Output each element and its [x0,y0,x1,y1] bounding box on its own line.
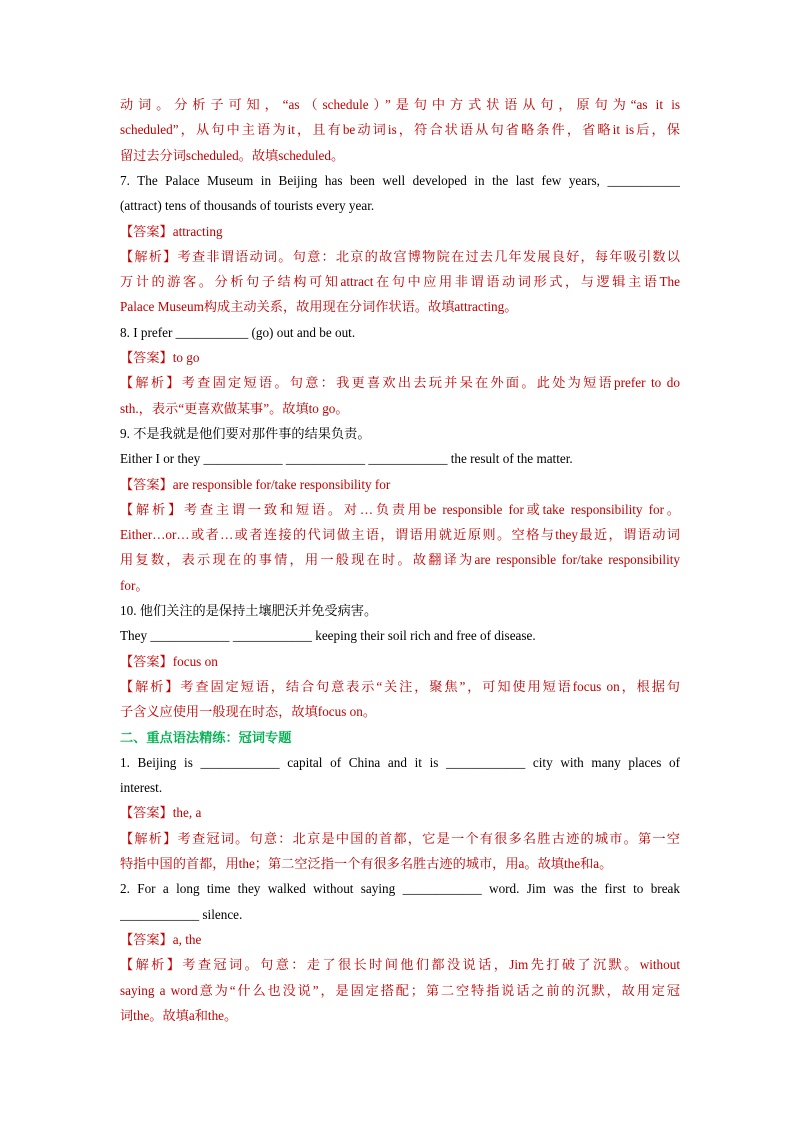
question-line: 9. 不是我就是他们要对那件事的结果负责。 [120,425,371,441]
question-line: 1. Beijing is ____________ capital of China and it is ____________ city with many places of [120,754,680,770]
question-line: Either I or they ____________ ____________ ____________ the result of the matter. [120,451,573,467]
question-line: They ____________ ____________ keeping their soil rich and free of disease. [120,628,536,644]
answer-line: 【解析】考查冠词。句意：走了很长时间他们都没说话，Jim先打破了沉默。without [120,957,680,973]
answer-line: saying a word意为“什么也没说”，是固定搭配；第二空特指说话之前的沉默，故用定冠 [120,982,680,998]
question-line: 2. For a long time they walked without saying ____________ word. Jim was the first to break [120,881,680,897]
question-line: 8. I prefer ___________ (go) out and be out. [120,324,356,340]
answer-line: 【解析】考查冠词。句意：北京是中国的首都，它是一个有很多名胜古迹的城市。第一空 [120,830,680,846]
answer-line: Either…or…或者…或者连接的代词做主语，谓语用就近原则。空格与they最近，谓语动词 [120,527,680,543]
question-line: 10. 他们关注的是保持土壤肥沃并免受病害。 [120,603,378,618]
answer-line: 特指中国的首都，用the；第二空泛指一个有很多名胜古迹的城市，用a。故填the和a。 [120,856,613,871]
answer-line: 【答案】attracting [120,223,223,239]
answer-line: 【解析】考查固定短语，结合句意表示“关注，聚焦”，可知使用短语focus on，根据句 [120,678,680,694]
answer-line: scheduled”，从句中主语为it，且有be动词is，符合状语从句省略条件，省略it is后，保 [120,122,680,138]
answer-line: 词the。故填a和the。 [120,1007,238,1023]
question-line: (attract) tens of thousands of tourists every year. [120,198,375,214]
answer-line: 动词。分析子可知，“as（schedule）”是句中方式状语从句，原句为“as it is [120,97,680,112]
answer-line: 【答案】the, a [120,805,202,821]
question-line: ____________ silence. [120,906,243,922]
question-line: 7. The Palace Museum in Beijing has been well developed in the last few years, ___________ [120,172,680,188]
answer-line: 用复数，表示现在的事情，用一般现在时。故翻译为are responsible for/take responsibility [120,552,680,568]
answer-line: 【答案】focus on [120,653,218,669]
answer-line: 【答案】are responsible for/take responsibility for [120,476,391,492]
answer-line: for。 [120,577,149,593]
answer-line: 【解析】考查固定短语。句意：我更喜欢出去玩并呆在外面。此处为短语prefer to do [120,375,680,391]
answer-line: 万计的游客。分析句子结构可知attract在句中应用非谓语动词形式，与逻辑主语The [120,274,680,290]
question-line: interest. [120,780,163,796]
answer-line: 【解析】考查非谓语动词。句意：北京的故宫博物院在过去几年发展良好，每年吸引数以 [120,248,680,264]
section-heading: 二、重点语法精练：冠词专题 [120,729,292,745]
answer-line: 【答案】to go [120,350,200,365]
answer-line: Palace Museum构成主动关系，故用现在分词作状语。故填attracting。 [120,299,518,315]
answer-line: 留过去分词scheduled。故填scheduled。 [120,147,345,163]
answer-line: sth.，表示“更喜欢做某事”。故填to go。 [120,400,349,416]
answer-line: 子含义应使用一般现在时态，故填focus on。 [120,704,377,720]
answer-line: 【答案】a, the [120,931,202,947]
answer-line: 【解析】考查主谓一致和短语。对…负责用be responsible for或take responsibility for。 [120,501,680,517]
